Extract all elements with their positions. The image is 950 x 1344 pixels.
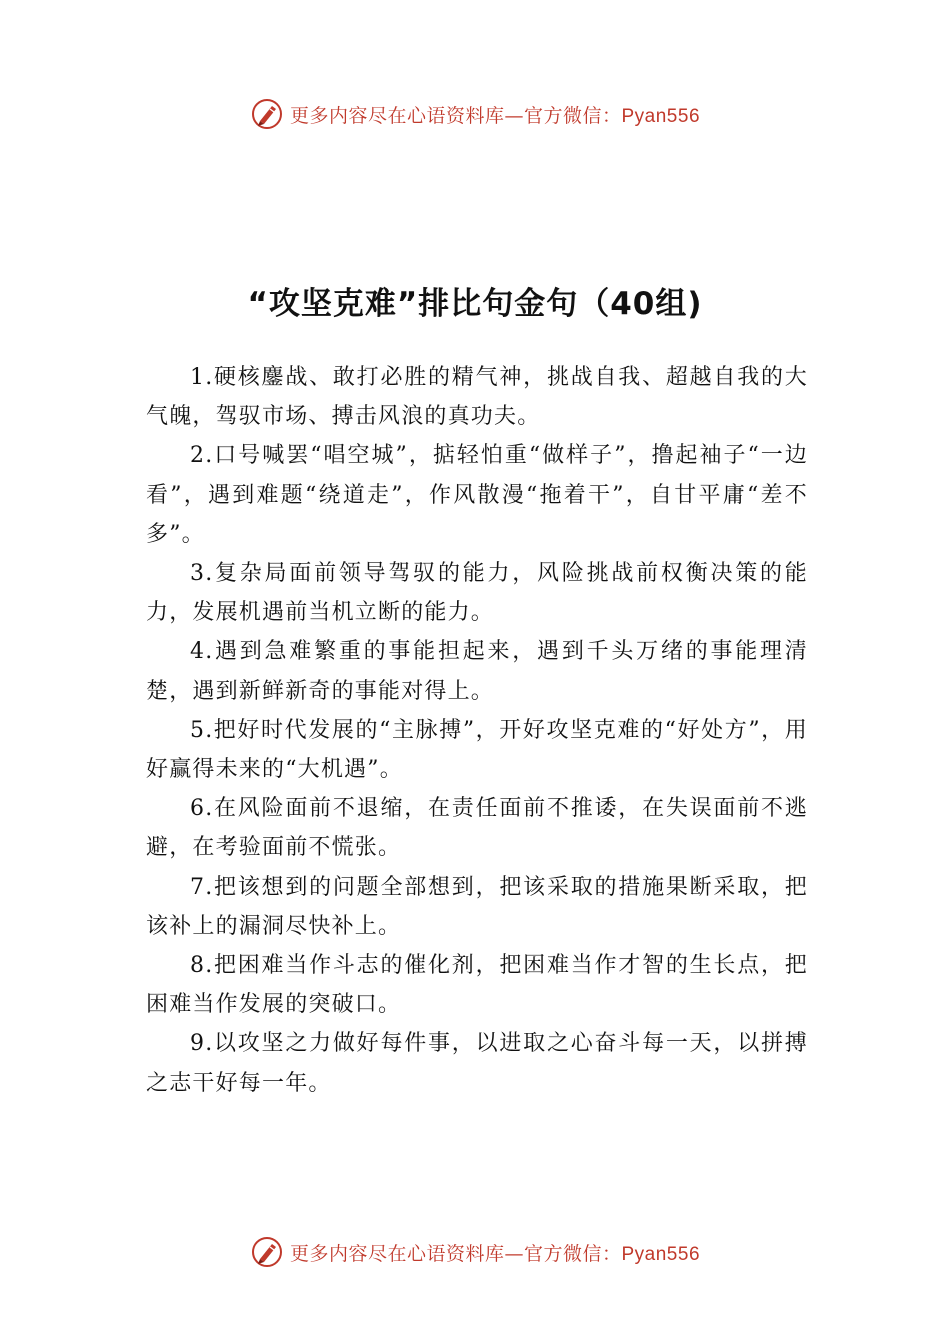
paragraph: 7.把该想到的问题全部想到，把该采取的措施果断采取，把该补上的漏洞尽快补上。 — [146, 874, 808, 939]
paragraph: 3.复杂局面前领导驾驭的能力，风险挑战前权衡决策的能力，发展机遇前当机立断的能力。 — [146, 561, 808, 626]
footer-banner — [0, 1232, 950, 1272]
document-title: “攻坚克难”排比句金句（40组) — [247, 286, 703, 322]
header-site-text: 更多内容尽在心语资料库—官方微信： — [289, 104, 622, 127]
header-wechat-id: Pyan556 — [621, 105, 701, 127]
paragraph: 8.把困难当作斗志的催化剂，把困难当作才智的生长点，把困难当作发展的突破口。 — [146, 953, 808, 1018]
paragraph: 1.硬核鏖战、敢打必胜的精气神，挑战自我、超越自我的大气魄，驾驭市场、搏击风浪的真功夫。 — [146, 365, 808, 430]
paragraph: 6.在风险面前不退缩，在责任面前不推诿，在失误面前不逃避，在考验面前不慌张。 — [146, 796, 808, 861]
paragraph: 5.把好时代发展的“主脉搏”，开好攻坚克难的“好处方”，用好赢得未来的“大机遇”。 — [146, 717, 808, 783]
footer-banner-inner — [250, 1235, 700, 1269]
header-banner-text — [290, 101, 700, 128]
footer-wechat-id: Pyan556 — [621, 1243, 701, 1265]
document-body — [146, 358, 808, 1103]
pen-logo-icon — [250, 1235, 284, 1269]
paragraph: 2.口号喊罢“唱空城”，掂轻怕重“做样子”，撸起袖子“一边看”，遇到难题“绕道走”，作风散漫“拖着干”，自甘平庸“差不多”。 — [146, 443, 808, 547]
footer-site-text: 更多内容尽在心语资料库—官方微信： — [289, 1242, 622, 1265]
paragraph: 4.遇到急难繁重的事能担起来，遇到千头万绪的事能理清楚，遇到新鲜新奇的事能对得上。 — [146, 639, 808, 704]
paragraph: 9.以攻坚之力做好每件事，以进取之心奋斗每一天，以拼搏之志干好每一年。 — [146, 1031, 808, 1096]
pen-logo-icon — [250, 97, 284, 131]
header-banner-inner — [250, 97, 700, 131]
header-banner — [0, 94, 950, 134]
footer-banner-text — [290, 1239, 700, 1266]
